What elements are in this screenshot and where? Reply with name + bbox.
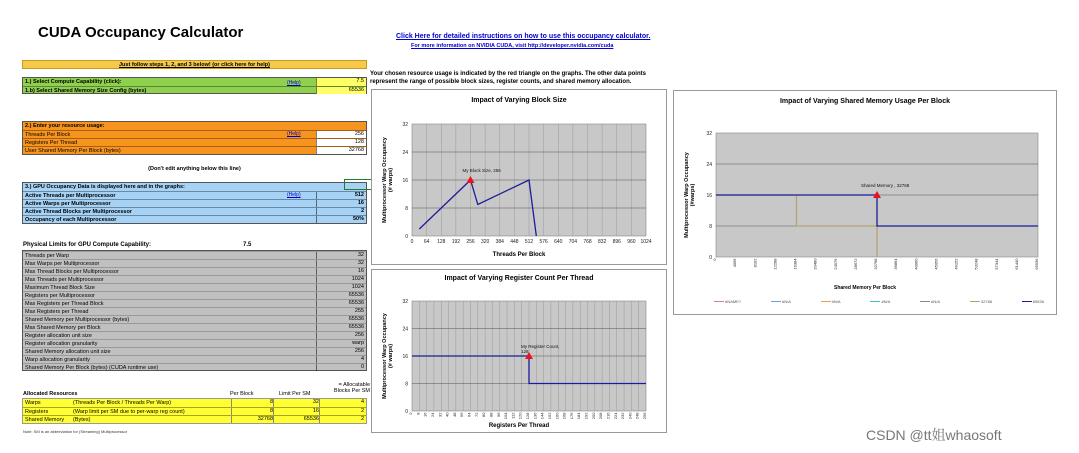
x-tick-label: 1024 bbox=[640, 239, 652, 245]
x-tick-label: 160 bbox=[554, 412, 560, 420]
x-tick-label: 24 bbox=[429, 412, 435, 417]
dont-edit-note: (Don't edit anything below this line) bbox=[148, 166, 241, 172]
x-tick-label: 24576 bbox=[832, 258, 838, 270]
y-axis-label-line: (#warps) bbox=[690, 183, 696, 207]
shared-mem-per-block-label: User Shared Memory Per Block (bytes) bbox=[25, 147, 121, 154]
y-tick-label: 32 bbox=[706, 131, 712, 137]
alloc-blocks: 2 bbox=[319, 408, 366, 415]
table-row bbox=[23, 399, 366, 407]
step2-section bbox=[22, 121, 367, 155]
registers-per-thread-input[interactable]: 128 bbox=[316, 139, 366, 146]
y-tick-label: 8 bbox=[405, 381, 408, 388]
steps-banner[interactable] bbox=[22, 60, 367, 69]
step3-label: 3.) GPU Occupancy Data is displayed here and in the graphs: bbox=[25, 184, 185, 190]
x-tick-label: 65536 bbox=[1034, 258, 1039, 270]
limit-value: 256 bbox=[316, 332, 366, 339]
x-tick-label: 56 bbox=[459, 412, 465, 417]
alloc-per-block: 32768 bbox=[231, 416, 273, 423]
y-tick-label: 0 bbox=[405, 234, 408, 240]
x-tick-label: 28672 bbox=[852, 258, 858, 270]
limit-label: Register allocation granularity bbox=[25, 340, 98, 347]
instructions-link[interactable]: Click Here for detailed instructions on how to use this occupancy calculator. bbox=[396, 33, 651, 40]
alloc-per-block: 8 bbox=[231, 408, 273, 415]
y-tick-label: 16 bbox=[402, 354, 408, 360]
x-tick-label: 88 bbox=[488, 412, 494, 417]
limit-value: 255 bbox=[316, 308, 366, 315]
legend-item: #N/A bbox=[771, 299, 791, 304]
selected-cell[interactable] bbox=[344, 179, 373, 190]
watermark: CSDN @tt姐whaosoft bbox=[866, 427, 1002, 443]
x-tick-label: 8192 bbox=[752, 258, 758, 268]
y-axis-label-line: Multiprocessor Warp Occupancy bbox=[382, 137, 388, 223]
x-tick-label: 8 bbox=[415, 412, 421, 415]
shared-mem-config-select[interactable]: 65536 bbox=[316, 87, 366, 94]
marker-label-line: My Register Count, bbox=[521, 344, 560, 349]
x-tick-label: 16384 bbox=[792, 258, 798, 270]
x-tick-label: 96 bbox=[495, 412, 501, 417]
x-tick-label: 49152 bbox=[953, 258, 959, 270]
x-tick-label: 0 bbox=[410, 239, 414, 245]
x-tick-label: 128 bbox=[525, 412, 530, 420]
x-tick-label: 152 bbox=[546, 412, 552, 420]
step3-section bbox=[22, 182, 367, 224]
x-tick-label: 768 bbox=[583, 239, 592, 245]
x-tick-label: 320 bbox=[480, 239, 490, 245]
chart-title: Impact of Varying Register Count Per Thread bbox=[444, 275, 594, 282]
limit-value: 16 bbox=[316, 268, 366, 275]
limit-value: 4 bbox=[316, 356, 366, 363]
active-threads-value: 512 bbox=[316, 192, 366, 199]
x-tick-label: 0 bbox=[712, 258, 717, 261]
help-link-step3[interactable]: (Help) bbox=[287, 192, 301, 198]
x-tick-label: 36864 bbox=[893, 258, 899, 270]
x-tick-label: 12288 bbox=[772, 258, 778, 270]
alloc-desc: (Warp limit per SM due to per-warp reg count) bbox=[73, 408, 185, 415]
active-blocks-value: 2 bbox=[316, 208, 366, 215]
y-tick-label: 16 bbox=[402, 178, 408, 184]
step1-label: 1.) Select Compute Capability (click): bbox=[25, 79, 122, 85]
limit-label: Max Registers per Thread Block bbox=[25, 300, 104, 307]
y-tick-label: 8 bbox=[405, 206, 408, 212]
x-tick-label: 57344 bbox=[993, 258, 999, 270]
steps-banner-text: Just follow steps 1, 2, and 3 below! (or click here for help) bbox=[119, 62, 270, 68]
limits-table bbox=[22, 250, 367, 371]
y-tick-label: 0 bbox=[405, 409, 408, 415]
limit-label: Shared Memory allocation unit size bbox=[25, 348, 111, 355]
limit-value: 0 bbox=[316, 364, 366, 371]
shared-memory-plot bbox=[674, 91, 1058, 316]
limit-value: 32 bbox=[316, 252, 366, 259]
y-tick-label: 32 bbox=[402, 299, 408, 305]
x-tick-label: 136 bbox=[532, 412, 538, 420]
limit-label: Max Threads per Multiprocessor bbox=[25, 276, 104, 283]
alloc-blocks: 4 bbox=[319, 399, 366, 407]
x-tick-label: 104 bbox=[503, 412, 509, 420]
x-tick-label: 192 bbox=[583, 412, 589, 420]
x-tick-label: 45056 bbox=[933, 258, 939, 270]
legend bbox=[714, 299, 1044, 304]
x-tick-label: 384 bbox=[495, 239, 504, 245]
x-tick-label: 216 bbox=[605, 412, 611, 420]
limit-value: 65536 bbox=[316, 316, 366, 323]
x-tick-label: 128 bbox=[437, 239, 446, 245]
x-tick-label: 120 bbox=[517, 412, 523, 420]
allocated-header: Allocated Resources bbox=[23, 391, 78, 397]
limit-label: Max Warps per Multiprocessor bbox=[25, 260, 100, 267]
x-tick-label: 704 bbox=[568, 239, 578, 245]
y-axis-label bbox=[382, 312, 394, 399]
limit-value: 32 bbox=[316, 260, 366, 267]
legend-item: #N/A bbox=[920, 299, 940, 304]
limit-label: Max Registers per Thread bbox=[25, 308, 89, 315]
x-tick-label: 224 bbox=[612, 412, 618, 420]
alloc-desc: (Bytes) bbox=[73, 416, 91, 423]
marker-label-line: Shared Memory , 32768 bbox=[861, 183, 910, 188]
x-tick-label: 512 bbox=[524, 239, 534, 245]
alloc-name: Shared Memory bbox=[25, 416, 65, 423]
alloc-limit: 65536 bbox=[273, 416, 319, 423]
active-blocks-label: Active Thread Blocks per Multiprocessor bbox=[25, 208, 132, 215]
step1-section bbox=[22, 77, 367, 94]
x-axis-label: Shared Memory Per Block bbox=[834, 285, 896, 291]
y-axis-label bbox=[684, 151, 696, 238]
x-tick-label: 192 bbox=[451, 239, 461, 245]
limits-header-label: Physical Limits for GPU Compute Capability: bbox=[23, 242, 152, 248]
x-tick-label: 248 bbox=[634, 412, 640, 420]
legend-item: #N/A bbox=[870, 299, 890, 304]
threads-per-block-label: Threads Per Block bbox=[25, 131, 71, 138]
limit-value: 1024 bbox=[316, 284, 366, 291]
alloc-desc: (Threads Per Block / Threads Per Warp) bbox=[73, 400, 172, 406]
limit-label: Threads per Warp bbox=[25, 252, 70, 259]
x-tick-label: 240 bbox=[627, 412, 633, 420]
chart-title: Impact of Varying Shared Memory Usage Per Block bbox=[779, 98, 950, 105]
alloc-per-block: 8 bbox=[231, 399, 273, 407]
x-tick-label: 208 bbox=[598, 412, 604, 420]
legend-item: 65536 bbox=[1022, 299, 1044, 304]
legend-item: 32768 bbox=[970, 299, 992, 304]
x-tick-label: 200 bbox=[590, 412, 596, 420]
y-tick-label: 32 bbox=[402, 122, 408, 128]
x-tick-label: 32 bbox=[437, 412, 443, 417]
register-count-chart bbox=[371, 269, 667, 433]
x-tick-label: 184 bbox=[576, 412, 582, 420]
x-tick-label: 256 bbox=[466, 239, 475, 245]
y-tick-label: 0 bbox=[709, 255, 712, 261]
x-tick-label: 32768 bbox=[873, 258, 878, 270]
x-tick-label: 53248 bbox=[973, 258, 979, 270]
y-axis-label-line: (# warps) bbox=[388, 167, 394, 193]
marker-label bbox=[861, 183, 910, 188]
allocatable-header: = Allocatable Blocks Per SM bbox=[333, 382, 370, 394]
x-tick-label: 640 bbox=[554, 239, 563, 245]
alloc-limit: 16 bbox=[273, 408, 319, 415]
x-tick-label: 64 bbox=[423, 239, 430, 245]
limit-label: Maximum Thread Block Size bbox=[25, 284, 95, 291]
active-warps-label: Active Warps per Multiprocessor bbox=[25, 200, 111, 207]
x-tick-label: 232 bbox=[620, 412, 626, 420]
alloc-blocks: 2 bbox=[319, 416, 366, 423]
marker-label-line: 128 bbox=[521, 349, 529, 354]
marker-label bbox=[463, 168, 502, 173]
x-axis-label: Registers Per Thread bbox=[488, 423, 550, 429]
x-tick-label: 61440 bbox=[1013, 258, 1019, 270]
graph-description: Your chosen resource usage is indicated by the red triangle on the graphs. The other data points represent the range of possible block sizes, register counts, and shared memory allocation. bbox=[370, 71, 646, 85]
y-axis-label-line: (# warps) bbox=[388, 343, 394, 369]
compute-capability-select[interactable]: 7.5 bbox=[316, 78, 366, 86]
step2-label: 2.) Enter your resource usage: bbox=[25, 123, 105, 129]
y-axis-label-line: Multiprocessor Warp Occupancy bbox=[382, 313, 388, 399]
limit-label: Max Thread Blocks per Multiprocessor bbox=[25, 268, 119, 275]
x-tick-label: 40 bbox=[444, 412, 450, 417]
help-link-step2[interactable]: (Help) bbox=[287, 131, 301, 137]
threads-per-block-input[interactable]: 256 bbox=[316, 131, 366, 138]
y-axis-label-line: Multiprocessor Warp Occupancy bbox=[684, 152, 690, 238]
table-row bbox=[23, 415, 366, 423]
x-tick-label: 896 bbox=[612, 239, 621, 245]
limit-value: warp bbox=[316, 340, 366, 347]
allocated-table bbox=[22, 398, 367, 424]
block-size-chart bbox=[371, 89, 667, 265]
legend-item: #NAME? bbox=[714, 299, 741, 304]
limit-value: 256 bbox=[316, 348, 366, 355]
block-size-plot bbox=[372, 90, 668, 266]
limit-label: Registers per Multiprocessor bbox=[25, 292, 95, 299]
x-tick-label: 64 bbox=[466, 412, 472, 417]
x-tick-label: 256 bbox=[642, 412, 647, 420]
x-tick-label: 112 bbox=[510, 412, 516, 419]
footnote: Note: SM is an abbreviation for (Streaming) Multiprocessor bbox=[23, 429, 128, 434]
active-threads-label: Active Threads per Multiprocessor bbox=[25, 192, 116, 199]
x-tick-label: 16 bbox=[422, 412, 428, 417]
shared-mem-per-block-input[interactable]: 32768 bbox=[316, 147, 366, 154]
shared-memory-chart bbox=[673, 90, 1057, 315]
marker-label-line: My Block Size, 256 bbox=[462, 168, 501, 173]
alloc-limit: 32 bbox=[273, 399, 319, 407]
alloc-name: Registers bbox=[25, 408, 49, 415]
x-tick-label: 40960 bbox=[913, 258, 919, 270]
x-tick-label: 4096 bbox=[732, 258, 738, 268]
x-tick-label: 168 bbox=[561, 412, 567, 420]
y-tick-label: 8 bbox=[709, 224, 712, 230]
occupancy-label: Occupancy of each Multiprocessor bbox=[25, 216, 117, 223]
y-tick-label: 16 bbox=[706, 193, 712, 199]
x-tick-label: 20480 bbox=[812, 258, 818, 270]
y-tick-label: 24 bbox=[402, 326, 408, 333]
active-warps-value: 16 bbox=[316, 200, 366, 207]
limit-label: Register allocation unit size bbox=[25, 332, 92, 339]
limit-value: 65536 bbox=[316, 292, 366, 299]
limit-value: 65536 bbox=[316, 324, 366, 331]
help-link-step1[interactable]: (Help) bbox=[287, 80, 301, 86]
per-block-header: Per Block bbox=[230, 391, 254, 397]
y-tick-label: 24 bbox=[402, 150, 408, 156]
alloc-name: Warps bbox=[25, 400, 41, 406]
x-tick-label: 448 bbox=[510, 239, 519, 245]
x-tick-label: 144 bbox=[539, 412, 545, 420]
limit-value: 1024 bbox=[316, 276, 366, 283]
limits-header-value: 7.5 bbox=[243, 242, 252, 248]
y-axis-label bbox=[382, 136, 394, 223]
page-title: CUDA Occupancy Calculator bbox=[38, 24, 244, 41]
y-tick-label: 24 bbox=[706, 162, 712, 168]
x-tick-label: 48 bbox=[451, 412, 457, 417]
shared-mem-config-label: 1.b) Select Shared Memory Size Config (bytes) bbox=[25, 87, 147, 94]
registers-per-thread-label: Registers Per Thread bbox=[25, 139, 78, 146]
limit-label: Warp allocation granularity bbox=[25, 356, 90, 363]
x-tick-label: 960 bbox=[627, 239, 636, 245]
x-tick-label: 0 bbox=[408, 412, 413, 415]
x-tick-label: 72 bbox=[473, 412, 479, 417]
limit-value: 65536 bbox=[316, 300, 366, 307]
legend-item: #N/A bbox=[821, 299, 841, 304]
limit-per-sm-header: Limit Per SM bbox=[279, 391, 311, 397]
more-info-link[interactable]: For more information on NVIDIA CUDA, visit http://developer.nvidia.com/cuda bbox=[411, 43, 614, 49]
limit-label: Shared Memory per Multiprocessor (bytes) bbox=[25, 316, 130, 323]
occupancy-value: 50% bbox=[316, 216, 366, 223]
chart-title: Impact of Varying Block Size bbox=[471, 97, 567, 104]
x-tick-label: 832 bbox=[597, 239, 607, 245]
table-row bbox=[23, 407, 366, 415]
x-tick-label: 176 bbox=[568, 412, 574, 420]
x-tick-label: 80 bbox=[481, 412, 487, 417]
limit-label: Max Shared Memory per Block bbox=[25, 324, 101, 331]
register-count-plot bbox=[372, 270, 668, 434]
limit-label: Shared Memory Per Block (bytes) (CUDA runtime use) bbox=[25, 364, 159, 371]
x-tick-label: 576 bbox=[539, 239, 548, 245]
x-axis-label: Threads Per Block bbox=[492, 252, 546, 258]
